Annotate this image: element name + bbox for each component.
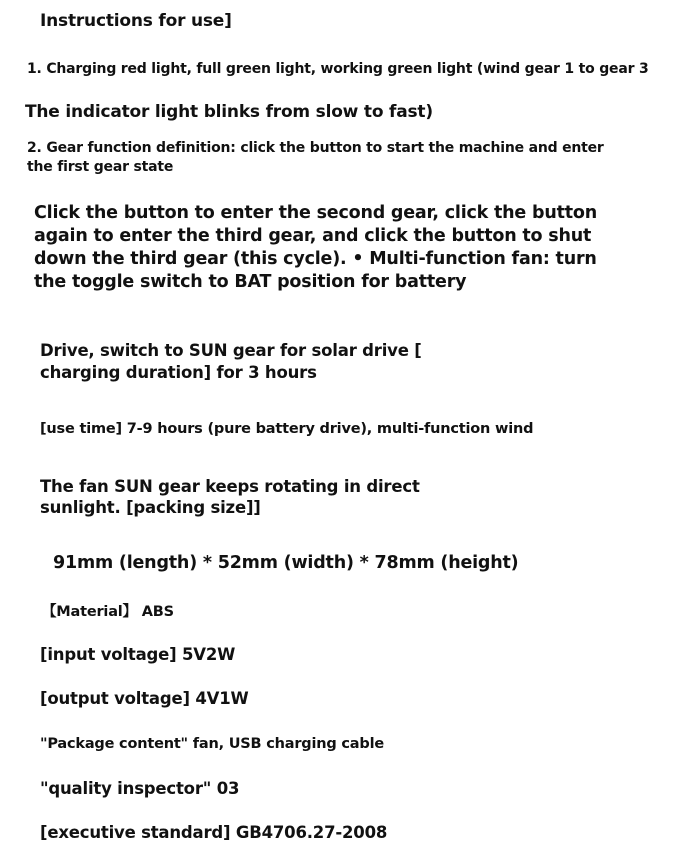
heading: Instructions for use] (40, 11, 232, 31)
package-content: "Package content" fan, USB charging cable (40, 736, 384, 752)
sun-gear-line-2: sunlight. [packing size]] (40, 498, 261, 517)
paragraph-indicator-lights: 1. Charging red light, full green light, working green light (wind gear 1 to gear 3 (27, 61, 649, 77)
executive-standard: [executive standard] GB4706.27-2008 (40, 823, 388, 842)
quality-inspector: "quality inspector" 03 (40, 779, 240, 798)
gear-definition-line-1: 2. Gear function definition: click the button to start the machine and enter (27, 140, 604, 156)
output-voltage: [output voltage] 4V1W (40, 689, 249, 708)
paragraph-gear-cycle (34, 202, 597, 294)
input-voltage: [input voltage] 5V2W (40, 645, 236, 664)
paragraph-use-time: [use time] 7-9 hours (pure battery drive), multi-function wind (40, 421, 534, 437)
gear-definition-line-2: the first gear state (27, 159, 174, 175)
solar-drive-line-2: charging duration] for 3 hours (40, 363, 317, 382)
sun-gear-line-1: The fan SUN gear keeps rotating in direct (40, 477, 420, 496)
gear-cycle-line-1: Click the button to enter the second gear, click the button (34, 203, 597, 223)
paragraph-gear-definition (27, 139, 604, 177)
paragraph-solar-drive (40, 340, 422, 384)
gear-cycle-line-2: again to enter the third gear, and click the button to shut (34, 226, 592, 246)
solar-drive-line-1: Drive, switch to SUN gear for solar drive [ (40, 341, 422, 360)
packing-size: 91mm (length) * 52mm (width) * 78mm (height) (53, 553, 519, 573)
gear-cycle-line-3: down the third gear (this cycle). • Multi-function fan: turn (34, 249, 597, 269)
paragraph-indicator-blink: The indicator light blinks from slow to fast) (25, 102, 433, 122)
material: 【Material】 ABS (42, 604, 174, 620)
paragraph-sun-gear (40, 476, 420, 518)
gear-cycle-line-4: the toggle switch to BAT position for battery (34, 272, 467, 292)
